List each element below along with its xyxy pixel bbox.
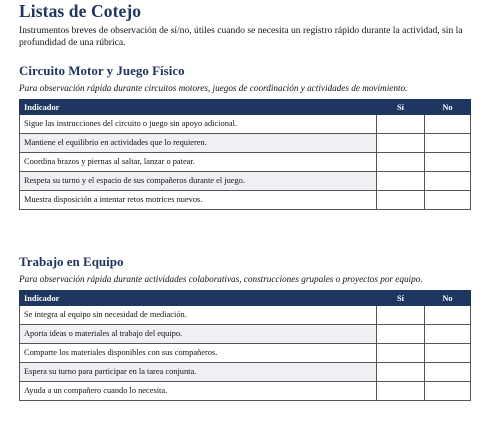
section-description: Para observación rápida durante circuitos motores, juegos de coordinación y actividades de movimiento. <box>19 83 408 93</box>
indicator-text: Mantiene el equilibrio en actividades que lo requieren. <box>20 134 377 153</box>
table-row <box>20 191 471 210</box>
table-header-row <box>20 100 471 115</box>
indicator-text: Comparte los materiales disponibles con sus compañeros. <box>20 344 377 363</box>
table-row <box>20 134 471 153</box>
yes-checkbox-cell[interactable] <box>377 172 425 191</box>
no-checkbox-cell[interactable] <box>425 325 471 344</box>
section-title: Trabajo en Equipo <box>19 254 124 269</box>
indicator-text: Aporta ideas o materiales al trabajo del equipo. <box>20 325 377 344</box>
header-yes: Sí <box>377 291 425 306</box>
table-row <box>20 115 471 134</box>
indicator-text: Sigue las instrucciones del circuito o juego sin apoyo adicional. <box>20 115 377 134</box>
indicator-text: Coordina brazos y piernas al saltar, lanzar o patear. <box>20 153 377 172</box>
yes-checkbox-cell[interactable] <box>377 344 425 363</box>
section-title: Circuito Motor y Juego Físico <box>19 63 185 78</box>
no-checkbox-cell[interactable] <box>425 344 471 363</box>
table-row <box>20 344 471 363</box>
yes-checkbox-cell[interactable] <box>377 153 425 172</box>
table-row <box>20 382 471 401</box>
table-row <box>20 172 471 191</box>
header-no: No <box>425 100 471 115</box>
section-circuito-motor <box>19 62 470 210</box>
no-checkbox-cell[interactable] <box>425 153 471 172</box>
yes-checkbox-cell[interactable] <box>377 191 425 210</box>
table-header-row <box>20 291 471 306</box>
no-checkbox-cell[interactable] <box>425 134 471 153</box>
table-row <box>20 153 471 172</box>
header-no: No <box>425 291 471 306</box>
header-indicator: Indicador <box>20 291 377 306</box>
indicator-text: Muestra disposición a intentar retos motrices nuevos. <box>20 191 377 210</box>
yes-checkbox-cell[interactable] <box>377 306 425 325</box>
indicator-text: Ayuda a un compañero cuando lo necesita. <box>20 382 377 401</box>
table-row <box>20 306 471 325</box>
indicator-text: Respeta su turno y el espacio de sus compañeros durante el juego. <box>20 172 377 191</box>
table-row <box>20 363 471 382</box>
header-indicator: Indicador <box>20 100 377 115</box>
indicator-text: Espera su turno para participar en la tarea conjunta. <box>20 363 377 382</box>
yes-checkbox-cell[interactable] <box>377 382 425 401</box>
yes-checkbox-cell[interactable] <box>377 115 425 134</box>
table-row <box>20 325 471 344</box>
checklist-table <box>19 290 471 401</box>
no-checkbox-cell[interactable] <box>425 115 471 134</box>
intro-paragraph: Instrumentos breves de observación de sí/no, útiles cuando se necesita un registro rápido durante la actividad, sin la profundidad de una rúbrica. <box>19 25 463 48</box>
no-checkbox-cell[interactable] <box>425 382 471 401</box>
no-checkbox-cell[interactable] <box>425 172 471 191</box>
checklist-table <box>19 99 471 210</box>
header-yes: Sí <box>377 100 425 115</box>
document-title: Listas de Cotejo <box>19 1 142 21</box>
yes-checkbox-cell[interactable] <box>377 325 425 344</box>
section-trabajo-equipo <box>19 253 470 401</box>
section-description: Para observación rápida durante actividades colaborativas, construcciones grupales o proyectos por equipo. <box>19 274 423 284</box>
no-checkbox-cell[interactable] <box>425 191 471 210</box>
yes-checkbox-cell[interactable] <box>377 134 425 153</box>
no-checkbox-cell[interactable] <box>425 363 471 382</box>
yes-checkbox-cell[interactable] <box>377 363 425 382</box>
indicator-text: Se integra al equipo sin necesidad de mediación. <box>20 306 377 325</box>
no-checkbox-cell[interactable] <box>425 306 471 325</box>
